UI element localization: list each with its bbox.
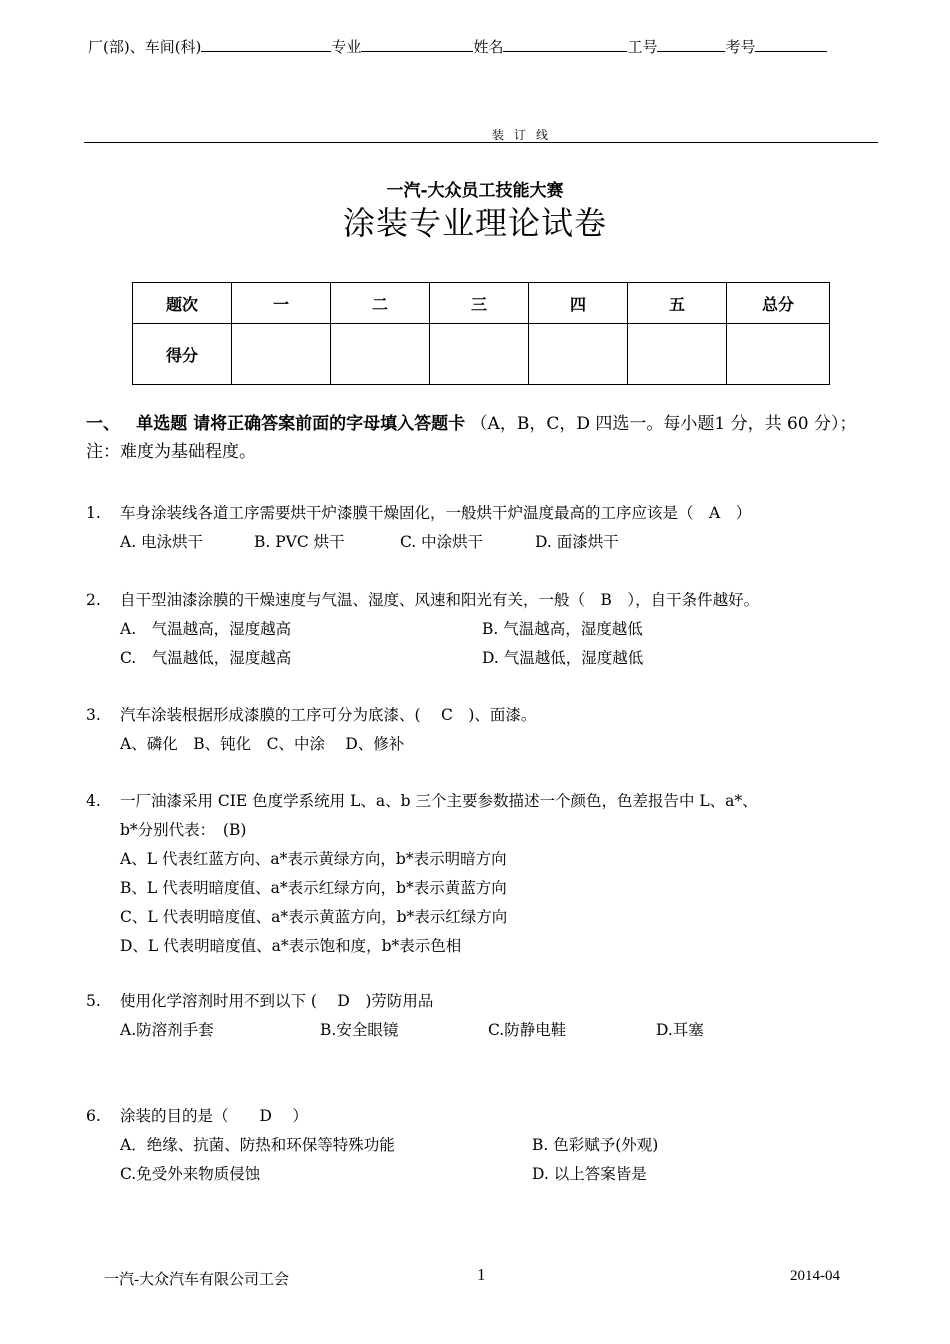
exam-no-blank[interactable] [755,37,827,52]
name-label: 姓名 [473,38,504,56]
major-blank[interactable] [361,37,473,52]
major-label: 专业 [331,38,362,56]
option: A．绝缘、抗菌、防热和环保等特殊功能 [120,1136,395,1154]
option: A.防溶剂手套 [120,1021,214,1039]
score-row-label: 得分 [133,324,232,385]
option: B、L 代表明暗度值、a*表示红绿方向，b*表示黄蓝方向 [120,879,507,897]
question-stem: 一厂油漆采用 CIE 色度学系统用 L、a、b 三个主要参数描述一个颜色，色差报告中 L、a*、 [120,792,758,810]
competition-title: 一汽-大众员工技能大赛 [386,181,564,201]
option: C. 中涂烘干 [400,533,484,551]
option: C、L 代表明暗度值、a*表示黄蓝方向，b*表示红绿方向 [120,908,508,926]
score-cell[interactable] [331,324,430,385]
option: A. 气温越高，湿度越高 [120,620,292,638]
option: A. 电泳烘干 [120,533,204,551]
section-heading [86,410,886,466]
section-title: 单选题 请将正确答案前面的字母填入答题卡 [136,414,466,434]
question-number: 3. [86,706,101,724]
score-header-cell: 总分 [727,283,830,324]
option: C.防静电鞋 [488,1021,567,1039]
binding-rule [84,142,878,143]
question-number: 6. [86,1107,101,1125]
question-number: 5. [86,992,101,1010]
section-note: （A，B，C，D 四选一。每小题1 分，共 60 分）；注：难度为基础程度。 [86,414,857,462]
question-stem: 车身涂装线各道工序需要烘干炉漆膜干燥固化，一般烘干炉温度最高的工序应该是（ A ） [120,504,752,522]
score-cell[interactable] [430,324,529,385]
score-header-cell: 题次 [133,283,232,324]
name-blank[interactable] [503,37,627,52]
option: D.耳塞 [656,1021,704,1039]
option: C. 气温越低，湿度越高 [120,649,292,667]
section-number: 一、 [86,414,120,434]
option: D. 气温越低，湿度越低 [482,649,644,667]
option: B. 气温越高，湿度越低 [482,620,643,638]
option: D. 以上答案皆是 [532,1165,647,1183]
id-label: 工号 [627,38,658,56]
score-header-cell: 三 [430,283,529,324]
question-number: 1. [86,504,101,522]
score-header-cell: 四 [529,283,628,324]
id-blank[interactable] [657,37,725,52]
binding-line-text: 装订线 [492,128,559,142]
option: B.安全眼镜 [320,1021,399,1039]
candidate-info-line [88,36,827,57]
question-stem: 自干型油漆涂膜的干燥速度与气温、湿度、风速和阳光有关，一般（ B ），自干条件越好。 [120,591,760,609]
footer-org: 一汽-大众汽车有限公司工会 [104,1272,289,1288]
score-header-cell: 一 [232,283,331,324]
score-table-score-row [133,324,830,385]
page-number: 1 [477,1265,486,1284]
dept-label: 厂(部)、车间(科) [88,38,202,56]
option: B. PVC 烘干 [254,533,345,551]
question-number: 2. [86,591,101,609]
score-header-cell: 五 [628,283,727,324]
option: A、L 代表红蓝方向、a*表示黄绿方向，b*表示明暗方向 [120,850,507,868]
question-stem: 使用化学溶剂时用不到以下 ( D )劳防用品 [120,992,434,1010]
option: D、L 代表明暗度值、a*表示饱和度，b*表示色相 [120,937,462,955]
option: C.免受外来物质侵蚀 [120,1165,261,1183]
question-stem: 涂装的目的是（ D ） [120,1107,308,1125]
score-cell[interactable] [529,324,628,385]
footer-date: 2014-04 [790,1268,840,1284]
score-table-header-row [133,283,830,324]
exam-title: 涂装专业理论试卷 [342,204,607,242]
question-number: 4. [86,792,101,810]
option: A、磷化 B、钝化 C、中涂 D、修补 [120,735,405,753]
question-stem-continued: b*分别代表： (B) [120,821,247,839]
score-cell[interactable] [232,324,331,385]
score-cell[interactable] [628,324,727,385]
option: D. 面漆烘干 [535,533,619,551]
score-cell[interactable] [727,324,830,385]
option: B. 色彩赋予(外观) [532,1136,659,1154]
exam-no-label: 考号 [725,38,756,56]
score-header-cell: 二 [331,283,430,324]
question-stem: 汽车涂装根据形成漆膜的工序可分为底漆、( C )、面漆。 [120,706,537,724]
dept-blank[interactable] [201,37,331,52]
score-table [132,282,830,385]
